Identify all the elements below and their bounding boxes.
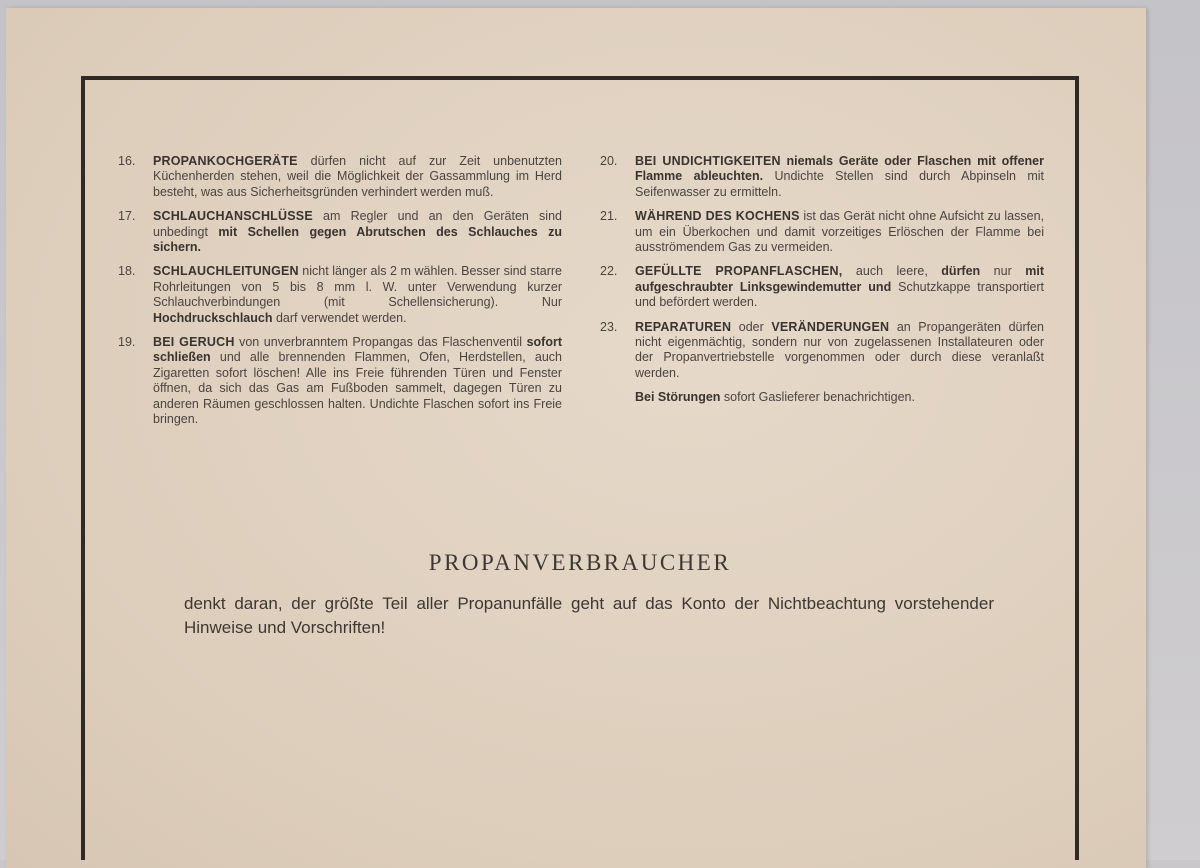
rule-text — [153, 209, 562, 255]
rule-item — [600, 209, 1044, 255]
rule-segment: am Regler und an den Geräten sind unbedingt — [153, 209, 562, 239]
rule-number: 19. — [118, 335, 136, 350]
rule-heading: SCHLAUCHLEITUNGEN — [153, 264, 299, 279]
rule-item — [118, 209, 562, 255]
rule-segment: oder — [731, 319, 772, 334]
rule-item — [118, 154, 562, 200]
rule-emphasis: niemals Geräte oder Flaschen mit offener Flamme ableuchten. — [635, 154, 1044, 184]
rule-emphasis: mit Schellen gegen Abrutschen des Schlauches zu sichern. — [153, 224, 562, 255]
rule-emphasis: Hochdruckschlauch — [153, 310, 273, 325]
rule-text — [153, 335, 562, 427]
rule-text — [635, 320, 1044, 382]
rule-text — [153, 264, 562, 326]
right-column-items — [600, 154, 1044, 381]
rule-item — [600, 264, 1044, 310]
rule-item — [600, 154, 1044, 200]
rule-segment: darf verwendet werden. — [272, 310, 407, 325]
rule-segment: Schutzkappe transportiert und befördert werden. — [635, 279, 1044, 310]
rule-emphasis: dürfen — [941, 264, 981, 279]
rule-item — [118, 264, 562, 326]
rule-segment: ist das Gerät nicht ohne Aufsicht zu lassen, um ein Überkochen und damit vorzeitiges Erlöschen der Flamme bei ausströmendem Gas zu vermeiden. — [635, 209, 1044, 255]
rule-emphasis: sofort schließen — [153, 335, 562, 365]
rule-heading: WÄHREND DES KOCHENS — [635, 209, 800, 224]
rule-heading: GEFÜLLTE PROPANFLASCHEN, — [635, 264, 843, 279]
rule-item — [600, 320, 1044, 382]
rule-number: 22. — [600, 264, 618, 279]
rule-text — [635, 154, 1044, 200]
right-column — [600, 154, 1044, 406]
note-lead: Bei Störungen — [635, 390, 721, 405]
disturbance-note — [600, 390, 1044, 405]
closing-statement: denkt daran, der größte Teil aller Propanunfälle geht auf das Konto der Nichtbeachtung vorstehender Hinweise und Vorschriften! — [184, 594, 994, 637]
rule-heading: SCHLAUCHANSCHLÜSSE — [153, 209, 313, 224]
page-headline: PROPANVERBRAUCHER — [428, 550, 732, 575]
rule-heading: REPARATUREN — [635, 319, 732, 334]
rule-segment: und alle brennenden Flammen, Ofen, Herdstellen, auch Zigaretten sofort löschen! Alle ins Freie führenden Türen und Fenster öffnen, da sich das Gas am Fußboden sammelt, dagegen Türen zu anderen Räumen geschlossen halten. Undichte Flaschen sofort ins Freie bringen. — [153, 350, 562, 427]
rule-item — [118, 335, 562, 427]
rule-heading: PROPANKOCHGERÄTE — [153, 154, 298, 168]
frame-border-right — [1075, 76, 1079, 860]
rule-number: 18. — [118, 264, 136, 279]
frame-border-left — [81, 76, 85, 860]
rule-segment: an Propangeräten dürfen nicht eigenmächtig, sondern nur von zugelassenen Installateuren oder der Propanvertriebstelle vorgenommen oder durch diese veranlaßt werden. — [635, 319, 1045, 380]
rule-text — [635, 209, 1044, 255]
rule-segment: dürfen nicht auf zur Zeit unbenutzten Küchenherden stehen, weil die Möglichkeit der Gassammlung im Herd besteht, was aus Sicherheitsgründen verhindert werden muß. — [153, 154, 562, 199]
rule-heading: VERÄNDERUNGEN — [771, 319, 890, 334]
note-text: sofort Gaslieferer benachrichtigen. — [720, 390, 915, 405]
rule-number: 16. — [118, 154, 136, 168]
rule-segment: von unverbranntem Propangas das Flaschenventil — [234, 335, 527, 350]
rule-heading: BEI UNDICHTIGKEITEN — [635, 154, 781, 168]
rule-segment: auch leere, — [842, 264, 942, 279]
rule-text — [153, 154, 562, 200]
left-column — [118, 154, 562, 437]
frame-border-top — [81, 76, 1079, 80]
rule-segment: nicht länger als 2 m wählen. Besser sind starre Rohrleitungen von 5 bis 8 mm l. W. unter Verwendung kurzer Schlauchverbindungen (mit Schellensicherung). Nur — [153, 264, 562, 310]
rule-segment: nur — [980, 264, 1026, 279]
rule-heading: BEI GERUCH — [153, 335, 235, 350]
rule-number: 23. — [600, 319, 618, 334]
rule-number: 17. — [118, 209, 136, 224]
rule-number: 21. — [600, 209, 618, 224]
document-sheet — [6, 8, 1146, 868]
rule-text — [635, 264, 1044, 310]
rule-number: 20. — [600, 154, 618, 168]
rule-emphasis: mit aufgeschraubter Linksgewindemutter und — [635, 264, 1045, 294]
rule-segment: Undichte Stellen sind durch Abpinseln mit Seifenwasser zu ermitteln. — [635, 169, 1044, 199]
